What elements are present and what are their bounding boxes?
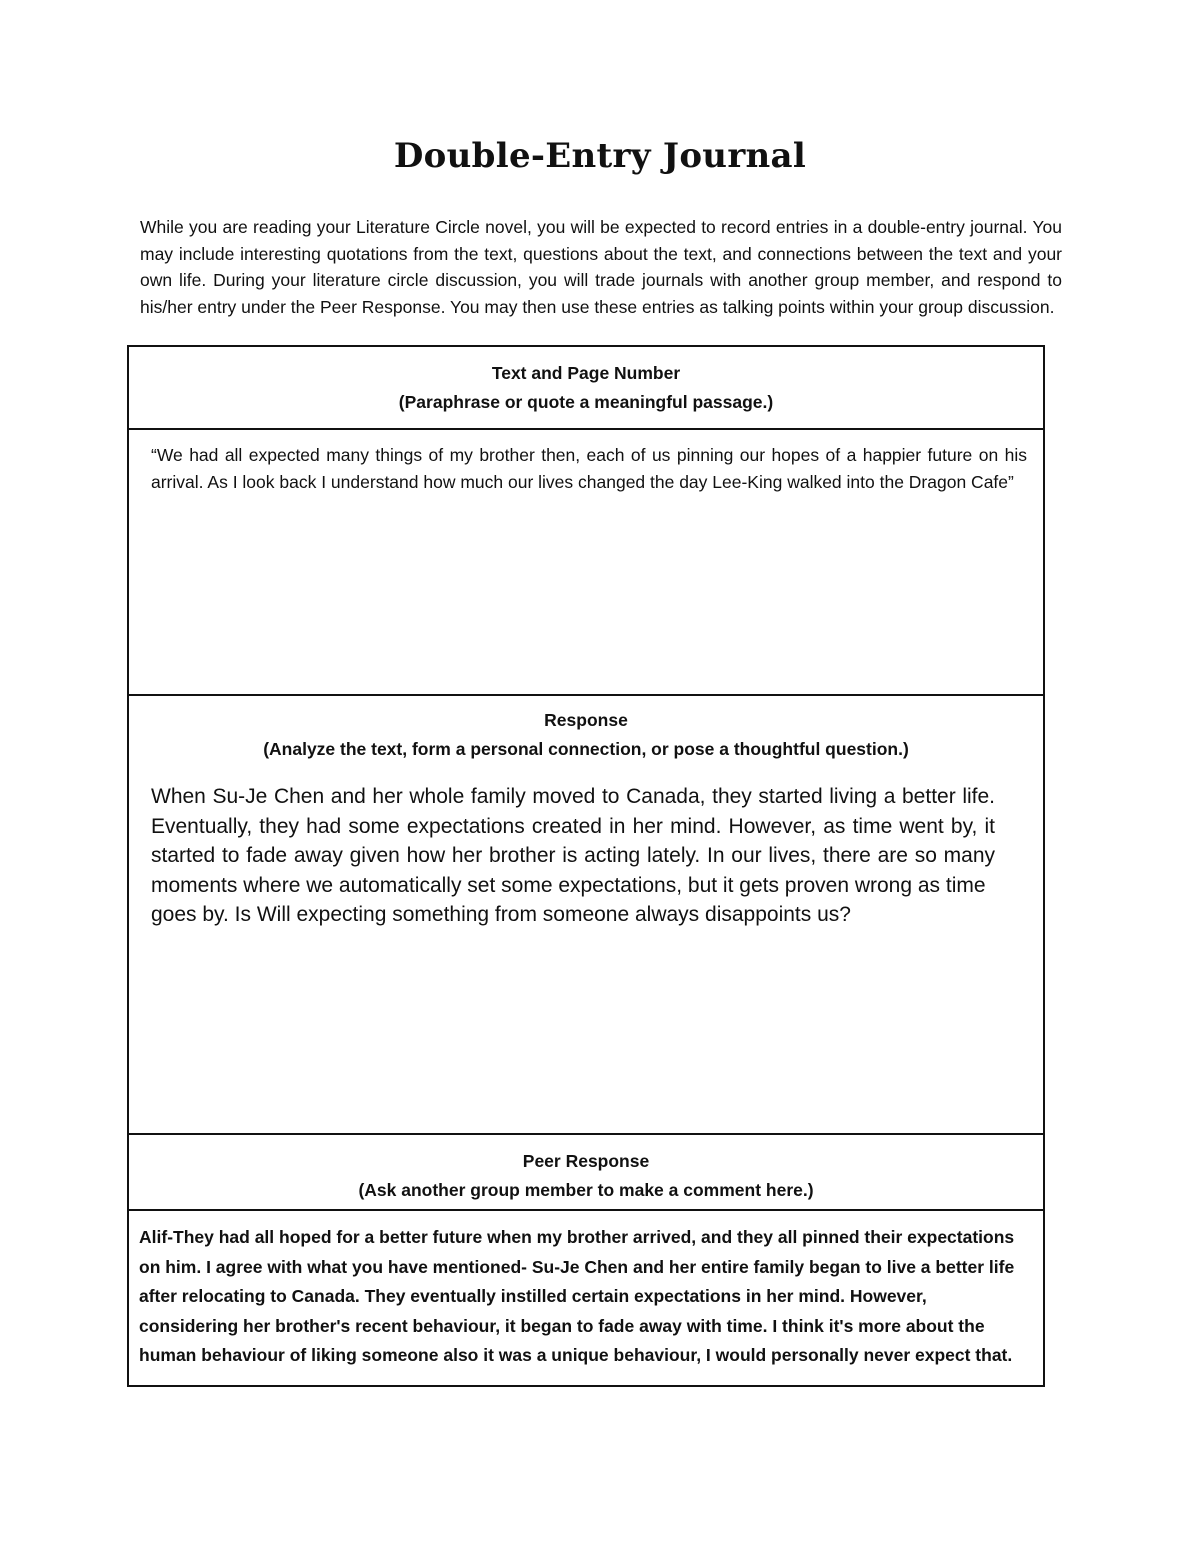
- peer-section-header: [129, 1135, 1043, 1211]
- document-title: Double-Entry Journal: [393, 136, 807, 176]
- peer-section-subheading: (Ask another group member to make a comment here.): [358, 1180, 814, 1200]
- response-section: [129, 696, 1043, 1135]
- peer-section-heading: Peer Response: [522, 1151, 650, 1171]
- text-section-heading: Text and Page Number: [491, 363, 681, 383]
- response-heading: Response: [544, 710, 628, 730]
- text-section-content: “We had all expected many things of my brother then, each of us pinning our hopes of a happier future on his arrival. As I look back I understand how much our lives changed the day Lee-King walked into the Dragon Cafe”: [129, 430, 1043, 696]
- text-section-header: [129, 347, 1043, 430]
- response-content-line-2: goes by. Is Will expecting something from someone always disappoints us?: [151, 903, 851, 926]
- journal-table: [127, 345, 1045, 1387]
- intro-paragraph: While you are reading your Literature Circle novel, you will be expected to record entries in a double-entry journal. You may include interesting quotations from the text, questions about the text, and connections between the text and your own life. During your literature circle discussion, you will trade journals with another group member, and respond to his/her entry under the Peer Response. You may then use these entries as talking points within your group discussion.: [140, 217, 1062, 317]
- peer-section-content: Alif-They had all hoped for a better future when my brother arrived, and they all pinned their expectations on him. I agree with what you have mentioned- Su-Je Chen and her entire family began to live a better life after relocating to Canada. They eventually instilled certain expectations in her mind. However, considering her brother's recent behaviour, it began to fade away with time. I think it's more about the human behaviour of liking someone also it was a unique behaviour, I would personally never expect that.: [139, 1227, 1015, 1365]
- response-subheading: (Analyze the text, form a personal connection, or pose a thoughtful question.): [263, 739, 909, 759]
- text-section-subheading: (Paraphrase or quote a meaningful passage.): [398, 392, 774, 412]
- response-content-line-1: When Su-Je Chen and her whole family moved to Canada, they started living a better life. Eventually, they had some expectations created in her mind. However, as time went by, it started to fade away given how her brother is acting lately. In our lives, there are so many moments where we automatically set some expectations, but it gets proven wrong as time: [151, 785, 995, 897]
- response-content: [151, 782, 995, 930]
